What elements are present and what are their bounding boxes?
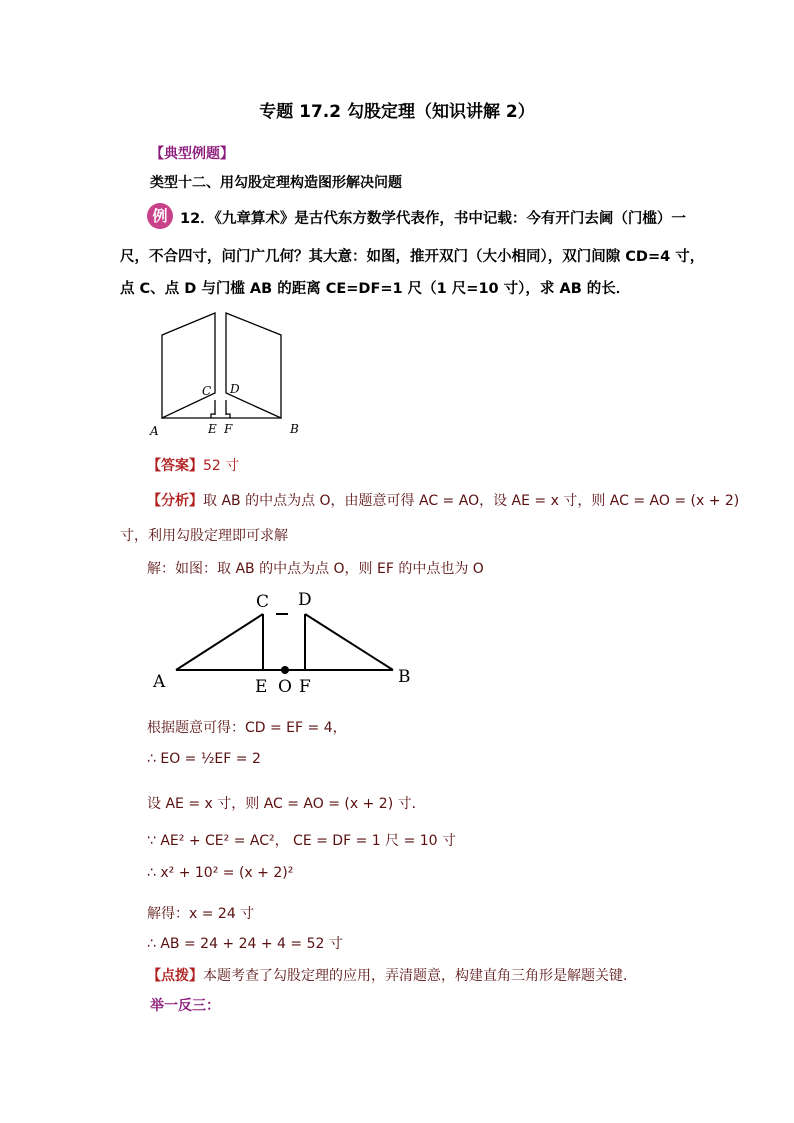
step-2: ∴ EO = ½EF = 2 [147,751,261,767]
fig1-label-D: D [230,382,240,396]
fig1-label-A: A [150,424,159,438]
fig2-label-F: F [299,677,311,697]
type-heading: 类型十二、用勾股定理构造图形解决问题 [150,175,402,191]
comment-row [147,965,637,985]
analysis-text: 取 AB 的中点为点 O，由题意可得 AC = AO，设 AE = x 寸，则 AC = AO = (x + 2) [203,493,740,509]
fig1-label-B: B [290,422,299,436]
step-4: ∵ AE² + CE² = AC²， CE = DF = 1 尺 = 10 寸 [147,833,457,849]
fig2-label-C: C [256,592,270,612]
midpoint-O-dot [281,666,289,674]
answer-tag: 【答案】 [147,458,203,474]
step-6: 解得：x = 24 寸 [147,906,255,922]
door-figure [140,305,320,440]
fig2-label-E: E [255,677,268,697]
followup-heading: 举一反三： [150,998,220,1014]
answer-row [147,455,239,475]
problem-line-2: 尺，不合四寸，问门广几何？其大意：如图，推开双门（大小相同），双门间隙 CD=4 寸， [120,249,705,265]
step-7: ∴ AB = 24 + 24 + 4 = 52 寸 [147,936,343,952]
comment-text: 本题考查了勾股定理的应用，弄清题意，构建直角三角形是解题关键． [203,968,637,984]
comment-tag: 【点拨】 [147,968,203,984]
fig2-label-A: A [153,672,166,692]
analysis-line-1 [147,490,739,510]
analysis-line-2: 寸，利用勾股定理即可求解 [120,528,288,544]
problem-line-1: 12．《九章算术》是古代东方数学代表作，书中记载：今有开门去阃（门槛）一 [180,211,686,227]
fig1-label-E: E [208,422,217,436]
problem-line-3: 点 C、点 D 与门槛 AB 的距离 CE=DF=1 尺（1 尺=10 寸），求 AB 的长． [120,281,631,297]
example-badge: 例 [147,203,173,229]
step-3: 设 AE = x 寸，则 AC = AO = (x + 2) 寸． [147,796,426,812]
solution-intro: 解：如图：取 AB 的中点为点 O，则 EF 的中点也为 O [147,561,484,577]
analysis-tag: 【分析】 [147,493,203,509]
step-5: ∴ x² + 10² = (x + 2)² [147,865,294,881]
fig1-label-C: C [202,384,212,398]
fig2-label-B: B [398,667,411,687]
fig2-label-D: D [298,590,312,610]
section-heading: 【典型例题】 [150,146,234,162]
answer-value: 52 寸 [203,458,240,474]
fig1-label-F: F [224,422,233,436]
page-title: 专题 17.2 勾股定理（知识讲解 2） [259,102,535,122]
step-1: 根据题意可得：CD = EF = 4， [147,720,347,736]
fig2-label-O: O [278,677,292,697]
trapezoid-figure [148,585,423,700]
